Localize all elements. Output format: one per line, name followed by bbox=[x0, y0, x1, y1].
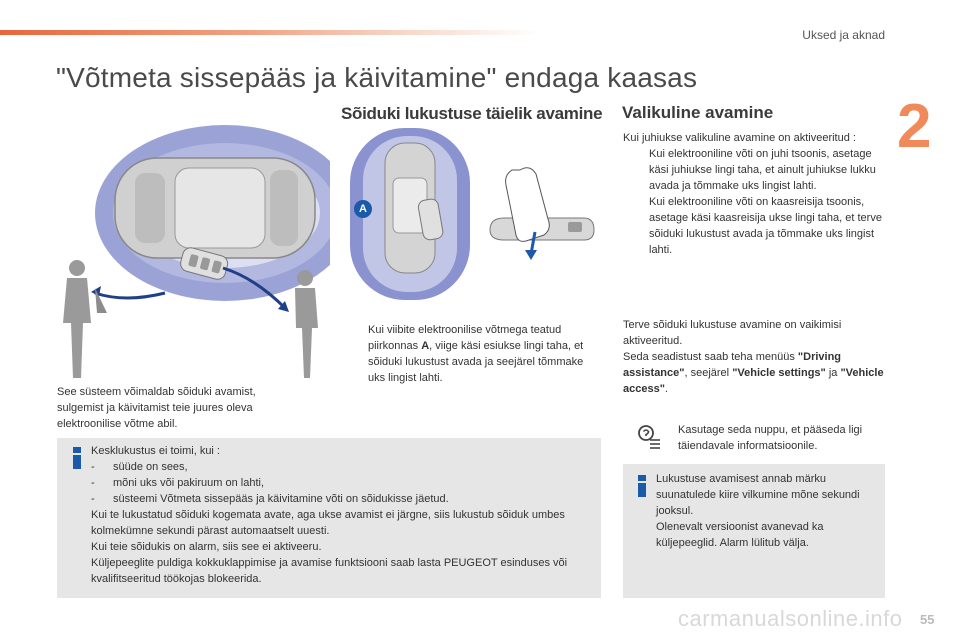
system-intro-text: See süsteem võimaldab sõiduki avamist, sulgemist ja käivitamist teie juures oleva elektroonilise võtme abil. bbox=[57, 386, 256, 430]
config-text bbox=[623, 317, 885, 397]
keyless-zone-illustration bbox=[55, 118, 330, 378]
note-alarm: Kui teie sõidukis on alarm, siis see ei aktiveeru. bbox=[91, 541, 322, 553]
list-item bbox=[623, 194, 885, 258]
note-relock: Kui te lukustatud sõiduki kogemata avate, aga ukse avamist ei järgne, siis lukustub sõiduk umbes kolmekümne sekundi pärast automaatselt uuesti. bbox=[91, 509, 565, 537]
dash-marker: - bbox=[91, 477, 95, 489]
note-mirrors-alarm: Olenevalt versioonist avanevad ka küljepeeglid. Alarm lülitub välja. bbox=[656, 521, 824, 549]
page-title: "Võtmeta sissepääs ja käivitamine" endaga kaasas bbox=[56, 62, 698, 93]
note-item-door-open: mõni uks või pakiruum on lahti, bbox=[113, 477, 265, 489]
note-intro: Kesklukustus ei toimi, kui : bbox=[91, 445, 220, 457]
menu-vehicle-settings: "Vehicle settings" bbox=[732, 367, 826, 379]
config-text-pre: Seda seadistust saab teha menüüs bbox=[623, 351, 798, 363]
bullet-marker bbox=[623, 146, 649, 194]
dash-marker: - bbox=[91, 493, 95, 505]
page-number: 55 bbox=[920, 612, 935, 627]
full-unlock-instruction bbox=[342, 322, 597, 386]
help-text: Kasutage seda nuppu, et pääseda ligi täiendavale informatsioonile. bbox=[678, 424, 863, 452]
bullet-marker bbox=[342, 322, 368, 386]
section-title: Uksed ja aknad bbox=[802, 28, 885, 42]
zone-a-label: A bbox=[354, 200, 372, 218]
heading-full-unlock: Sõiduki lukustuse täielik avamine bbox=[341, 104, 603, 123]
list-item bbox=[623, 146, 885, 194]
note-item-ignition: süüde on sees, bbox=[113, 461, 188, 473]
chapter-number: 2 bbox=[897, 92, 932, 161]
instruction-zone-label: A bbox=[421, 340, 430, 352]
watermark: carmanualsonline.info bbox=[678, 606, 903, 631]
help-info-icon bbox=[636, 424, 662, 450]
door-handle-illustration bbox=[480, 160, 600, 280]
unlock-signal-note-text bbox=[656, 471, 871, 551]
bullet-marker bbox=[623, 194, 649, 258]
info-icon bbox=[635, 475, 649, 497]
heading-selective-unlock: Valikuline avamine bbox=[622, 103, 774, 122]
dash-marker: - bbox=[91, 461, 95, 473]
selective-intro: Kui juhiukse valikuline avamine on aktiveeritud : bbox=[623, 132, 856, 144]
central-locking-note-text bbox=[91, 443, 591, 587]
instruction-text-post: , viige käsi esiukse lingi taha, et sõiduki lukustust avada ja seejärel tõmmake uks lingist lahti. bbox=[368, 340, 584, 384]
config-default-text: Terve sõiduki lukustuse avamine on vaikimisi aktiveeritud. bbox=[623, 319, 842, 347]
config-text-mid: , seejärel bbox=[684, 367, 733, 379]
list-item bbox=[91, 491, 591, 507]
unlock-signal-note bbox=[623, 464, 885, 598]
note-indicators: Lukustuse avamisest annab märku suunatulede kiire vilkumine mõne sekundi jooksul. bbox=[656, 473, 860, 517]
menu-driving-assistance: "Driving assistance" bbox=[623, 351, 842, 379]
note-item-key-inside: süsteemi Võtmeta sissepääs ja käivitamine võti on sõidukisse jäetud. bbox=[113, 493, 449, 505]
selective-bullet-passenger: Kui elektrooniline võti on kaasreisija tsoonis, asetage käsi kaasreisija ukse lingi taha, et terve sõiduki lukustust avada ja tõmmake uks lingist lahti. bbox=[649, 196, 882, 256]
info-icon bbox=[70, 447, 84, 469]
list-item bbox=[91, 475, 591, 491]
config-text-end: . bbox=[664, 383, 668, 395]
config-text-and: ja bbox=[825, 367, 841, 379]
header-accent-bar bbox=[0, 30, 540, 35]
menu-vehicle-access: "Vehicle access" bbox=[623, 367, 884, 395]
selective-bullet-driver: Kui elektrooniline võti on juhi tsoonis, asetage käsi juhiukse lingi taha, et ainult juhiukse lukku avada ja tõmmake uks lingist lahti. bbox=[649, 148, 876, 192]
instruction-text-pre: Kui viibite elektroonilise võtmega teatud piirkonnas bbox=[368, 324, 562, 352]
note-mirrors: Küljepeeglite puldiga kokkuklappimise ja avamise funktsiooni saab lasta PEUGEOT esinduses või kvalifitseeritud töökojas blokeerida. bbox=[91, 557, 568, 585]
central-locking-note bbox=[57, 438, 601, 598]
selective-unlock-section bbox=[623, 130, 885, 258]
list-item bbox=[91, 459, 591, 475]
